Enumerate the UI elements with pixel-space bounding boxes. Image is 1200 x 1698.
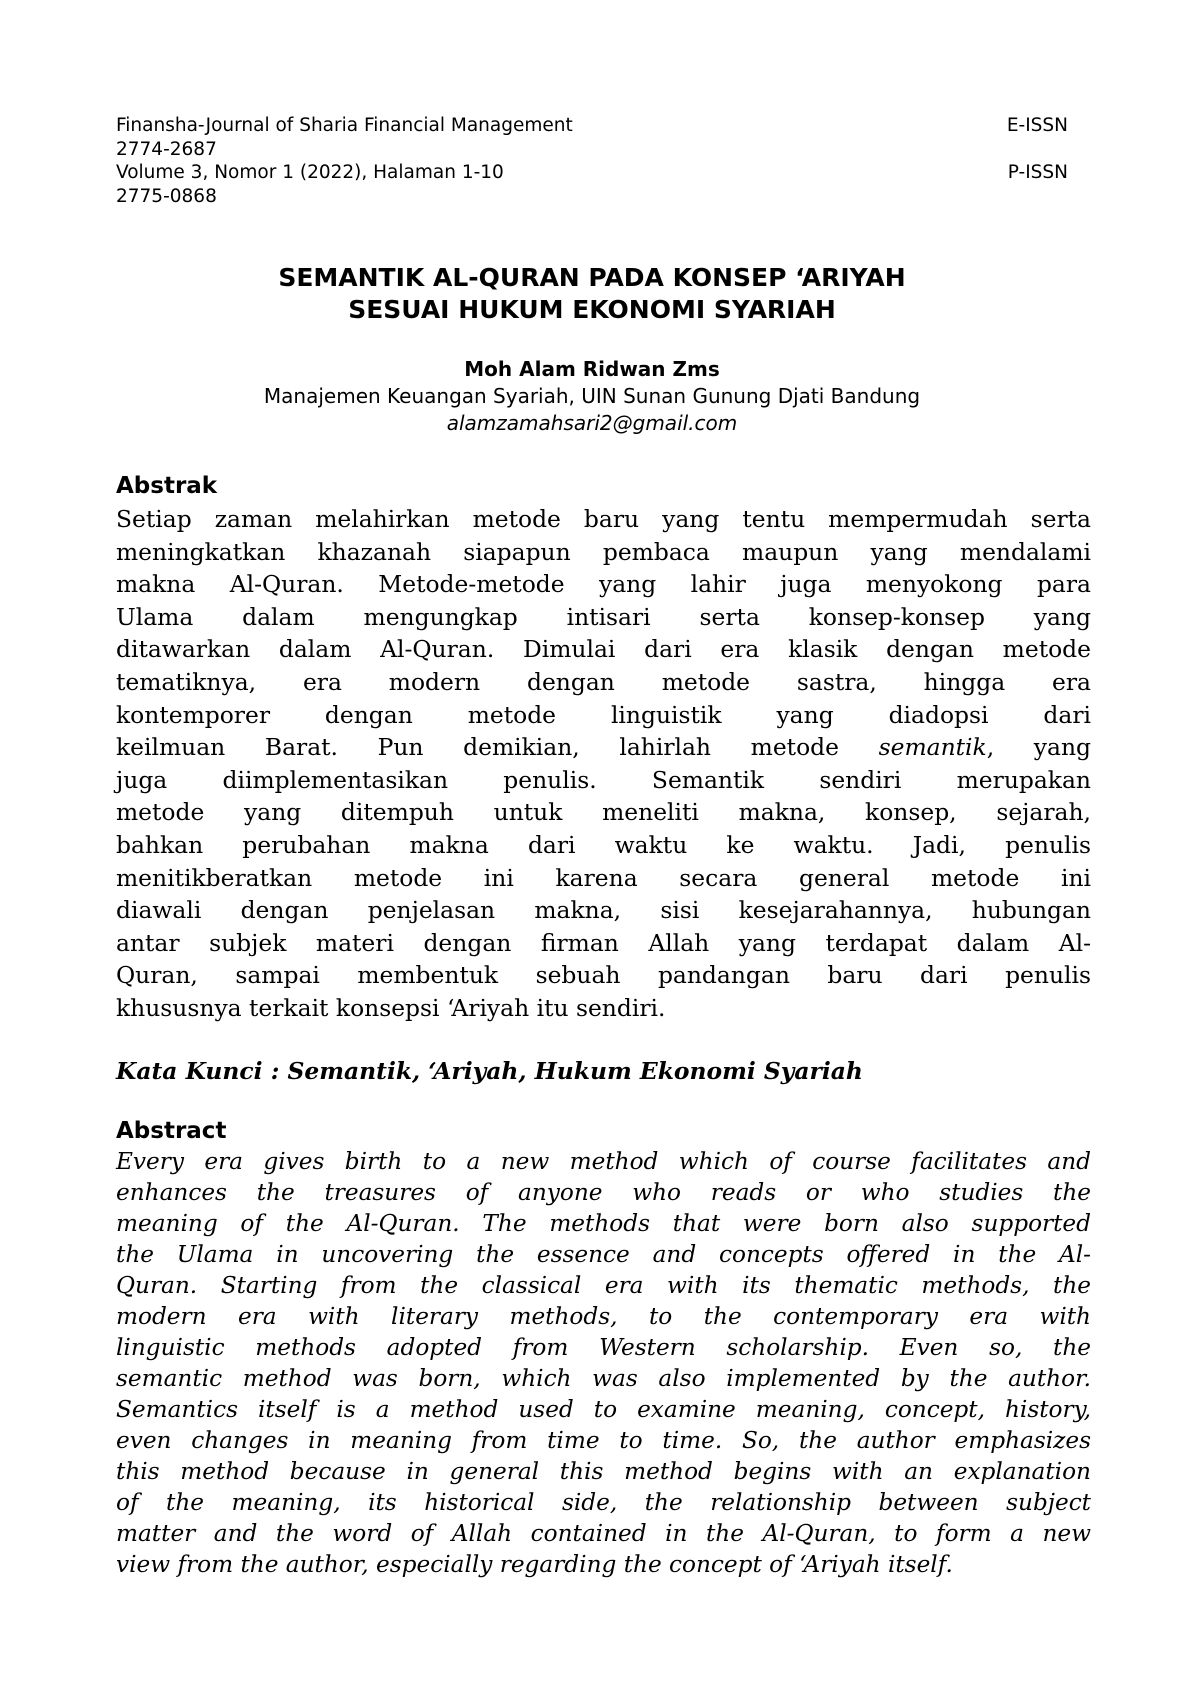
abstract-line: meaning of the Al-Quran. The methods that were born also supported xyxy=(116,1210,1091,1237)
pissn-label: P-ISSN xyxy=(1007,162,1068,183)
abstrak-line: Setiap zaman melahirkan metode baru yang tentu mempermudah serta xyxy=(116,505,1091,533)
abstrak-line: diawali dengan penjelasan makna, sisi kesejarahannya, hubungan xyxy=(116,896,1091,925)
abstrak-line: khususnya terkait konsepsi ‘Ariyah itu sendiri. xyxy=(116,993,666,1022)
abstrak-line: antar subjek materi dengan firman Allah yang terdapat dalam Al- xyxy=(116,928,1091,957)
abstract-line: view from the author, especially regarding the concept of ‘Ariyah itself. xyxy=(116,1551,953,1578)
abstract-heading: Abstract xyxy=(116,1118,227,1144)
abstrak-line: Quran, sampai membentuk sebuah pandangan baru dari penulis xyxy=(116,961,1091,990)
abstract-line: of the meaning, its historical side, the relationship between subject xyxy=(116,1489,1091,1516)
abstrak-line: tematiknya, era modern dengan metode sastra, hingga era xyxy=(116,667,1091,696)
author-email: alamzamahsari2@gmail.com xyxy=(446,411,738,435)
italic-term: semantik xyxy=(878,733,987,762)
abstrak-line: Ulama dalam mengungkap intisari serta konsep-konsep yang xyxy=(116,602,1091,631)
abstract-line: even changes in meaning from time to time. So, the author emphasizes xyxy=(116,1427,1091,1454)
abstract-line: matter and the word of Allah contained in the Al-Quran, to form a new xyxy=(116,1520,1091,1547)
author-name: Moh Alam Ridwan Zms xyxy=(464,357,720,381)
abstrak-line: metode yang ditempuh untuk meneliti makna, konsep, sejarah, xyxy=(116,798,1091,827)
journal-name: Finansha-Journal of Sharia Financial Management xyxy=(116,115,573,136)
keywords: Kata Kunci : Semantik, ‘Ariyah, Hukum Ekonomi Syariah xyxy=(116,1057,863,1085)
abstrak-body xyxy=(116,503,1091,1025)
abstract-line: semantic method was born, which was also implemented by the author. xyxy=(116,1365,1091,1392)
paper-title xyxy=(116,262,1068,326)
abstrak-line: bahkan perubahan makna dari waktu ke waktu. Jadi, penulis xyxy=(116,830,1091,859)
abstract-line: linguistic methods adopted from Western scholarship. Even so, the xyxy=(116,1334,1091,1361)
abstrak-line: kontemporer dengan metode linguistik yang diadopsi dari xyxy=(116,700,1091,729)
abstract-line: the Ulama in uncovering the essence and concepts offered in the Al- xyxy=(116,1241,1091,1268)
abstract-line: Quran. Starting from the classical era with its thematic methods, the xyxy=(116,1272,1091,1299)
abstrak-line-start: keilmuan Barat. Pun demikian, lahirlah metode xyxy=(116,733,839,762)
abstrak-heading: Abstrak xyxy=(116,473,218,499)
title-line-2: SESUAI HUKUM EKONOMI SYARIAH xyxy=(348,295,836,324)
abstract-line: Every era gives birth to a new method which of course facilitates and xyxy=(116,1148,1091,1175)
abstrak-line: ditawarkan dalam Al-Quran. Dimulai dari era klasik dengan metode xyxy=(116,635,1091,664)
abstrak-line-mixed xyxy=(116,731,1091,764)
abstract-line: enhances the treasures of anyone who reads or who studies the xyxy=(116,1179,1091,1206)
author-block xyxy=(116,356,1068,437)
abstract-line: this method because in general this method begins with an explanation xyxy=(116,1458,1091,1485)
abstract-line: Semantics itself is a method used to examine meaning, concept, history, xyxy=(116,1396,1091,1423)
eissn-label: E-ISSN xyxy=(1006,115,1068,136)
title-line-1: SEMANTIK AL-QURAN PADA KONSEP ‘ARIYAH xyxy=(278,263,906,292)
eissn-value: 2774-2687 xyxy=(116,138,217,160)
journal-header xyxy=(116,114,1068,208)
abstract-body xyxy=(116,1146,1091,1580)
abstrak-line: menitikberatkan metode ini karena secara general metode ini xyxy=(116,863,1091,892)
volume-info: Volume 3, Nomor 1 (2022), Halaman 1-10 xyxy=(116,162,504,183)
abstrak-line-end: , yang xyxy=(986,733,1091,762)
abstract-line: modern era with literary methods, to the contemporary era with xyxy=(116,1303,1091,1330)
abstrak-line: juga diimplementasikan penulis. Semantik sendiri merupakan xyxy=(116,765,1091,794)
author-affiliation: Manajemen Keuangan Syariah, UIN Sunan Gunung Djati Bandung xyxy=(263,384,921,408)
abstrak-line: meningkatkan khazanah siapapun pembaca maupun yang mendalami xyxy=(116,537,1091,566)
abstrak-line: makna Al-Quran. Metode-metode yang lahir juga menyokong para xyxy=(116,570,1091,599)
pissn-value: 2775-0868 xyxy=(116,185,217,207)
